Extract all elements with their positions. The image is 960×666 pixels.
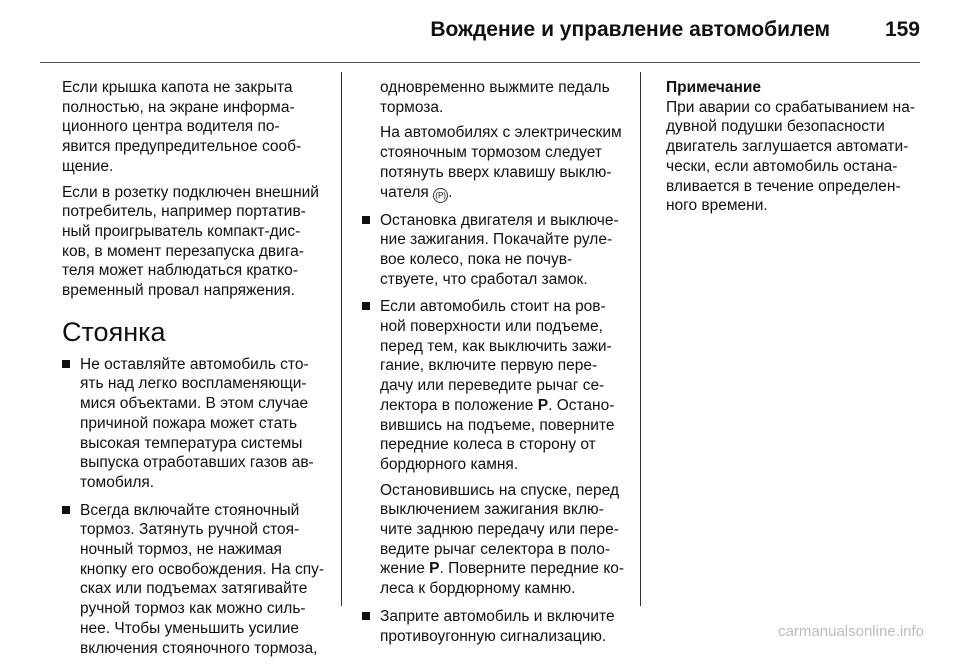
bullet-square-icon: [362, 216, 370, 224]
column-2: [362, 78, 642, 654]
list-item-subparagraph: Остановившись на спуске, перед выключением зажигания вклю- чите заднюю передачу или пере- ведите рычаг селектора в поло- жение P. Поверните передние ко- леса к бордюрному камню.: [380, 481, 625, 598]
column-3: [666, 78, 928, 222]
list-item-text: одновременно выжмите педаль тормоза.: [380, 79, 610, 116]
list-item: [62, 355, 342, 493]
list-item-continued: [362, 78, 642, 203]
watermark: carmanualsonline.info: [778, 623, 924, 640]
bullet-square-icon: [362, 302, 370, 310]
bullet-square-icon: [62, 360, 70, 368]
list-item-text: Не оставляйте автомобиль сто- ять над легко воспламеняющи- мися объектами. В этом случае причиной пожара может стать высокая температура системы выпуска отработавших газов ав- томобиля.: [80, 355, 314, 491]
list-item: [362, 607, 642, 646]
list-item: [362, 297, 642, 599]
list-item-text: Если автомобиль стоит на ров- ной поверхности или подъеме, перед тем, как выключить зажи- гание, включите первую пере- дачу или переведите рычаг се- лектора в положение P. Остано- вившись на подъеме, поверните передние колеса в сторону от бордюрного камня.: [380, 298, 615, 473]
page-number: 159: [884, 18, 920, 41]
note-text: При аварии со срабатыванием на- дувной подушки безопасности двигатель заглушается автомати- чески, если автомобиль остана- вливается в течение определен- ного времени.: [666, 98, 915, 215]
gear-position-p: P: [429, 560, 440, 578]
section-heading-parking: Стоянка: [62, 316, 166, 347]
list-item-text: Всегда включайте стояночный тормоз. Затянуть ручной стоя- ночный тормоз, не нажимая кнопку его освобождения. На спу- сках или подъемах затягивайте ручной тормоз как можно силь- нее. Чтобы уменьшить усилие включения стояночного тормоза,: [80, 501, 325, 657]
page-title: Вождение и управление автомобилем: [430, 18, 830, 41]
list-item-subparagraph: На автомобилях с электрическим стояночным тормозом следует потянуть вверх клавишу выклю- чателя (P) .: [380, 124, 622, 201]
gear-position-p: P: [537, 396, 549, 414]
list-item-text: Заприте автомобиль и включите противоугонную сигнализацию.: [380, 607, 615, 645]
list-item: [362, 211, 642, 290]
bullet-square-icon: [362, 612, 370, 620]
header-divider: [40, 62, 920, 63]
paragraph-socket: Если в розетку подключен внешний потребитель, например портатив- ный проигрыватель компакт-дис- ков, в момент перезапуска двига- теля может наблюдаться кратко- временный провал напряжения.: [62, 183, 319, 300]
note-title: Примечание: [666, 79, 761, 96]
column-1: [62, 78, 342, 666]
bullet-square-icon: [62, 506, 70, 514]
paragraph-hood: Если крышка капота не закрыта полностью, на экране информа- ционного центра водителя по- явится предупредительное сооб- щение.: [62, 79, 302, 175]
list-item: [62, 501, 342, 659]
list-item-text: Остановка двигателя и выключе- ние зажигания. Покачайте руле- вое колесо, пока не почув- ствуете, что сработал замок.: [380, 211, 619, 288]
parking-brake-icon: (P): [433, 188, 448, 203]
